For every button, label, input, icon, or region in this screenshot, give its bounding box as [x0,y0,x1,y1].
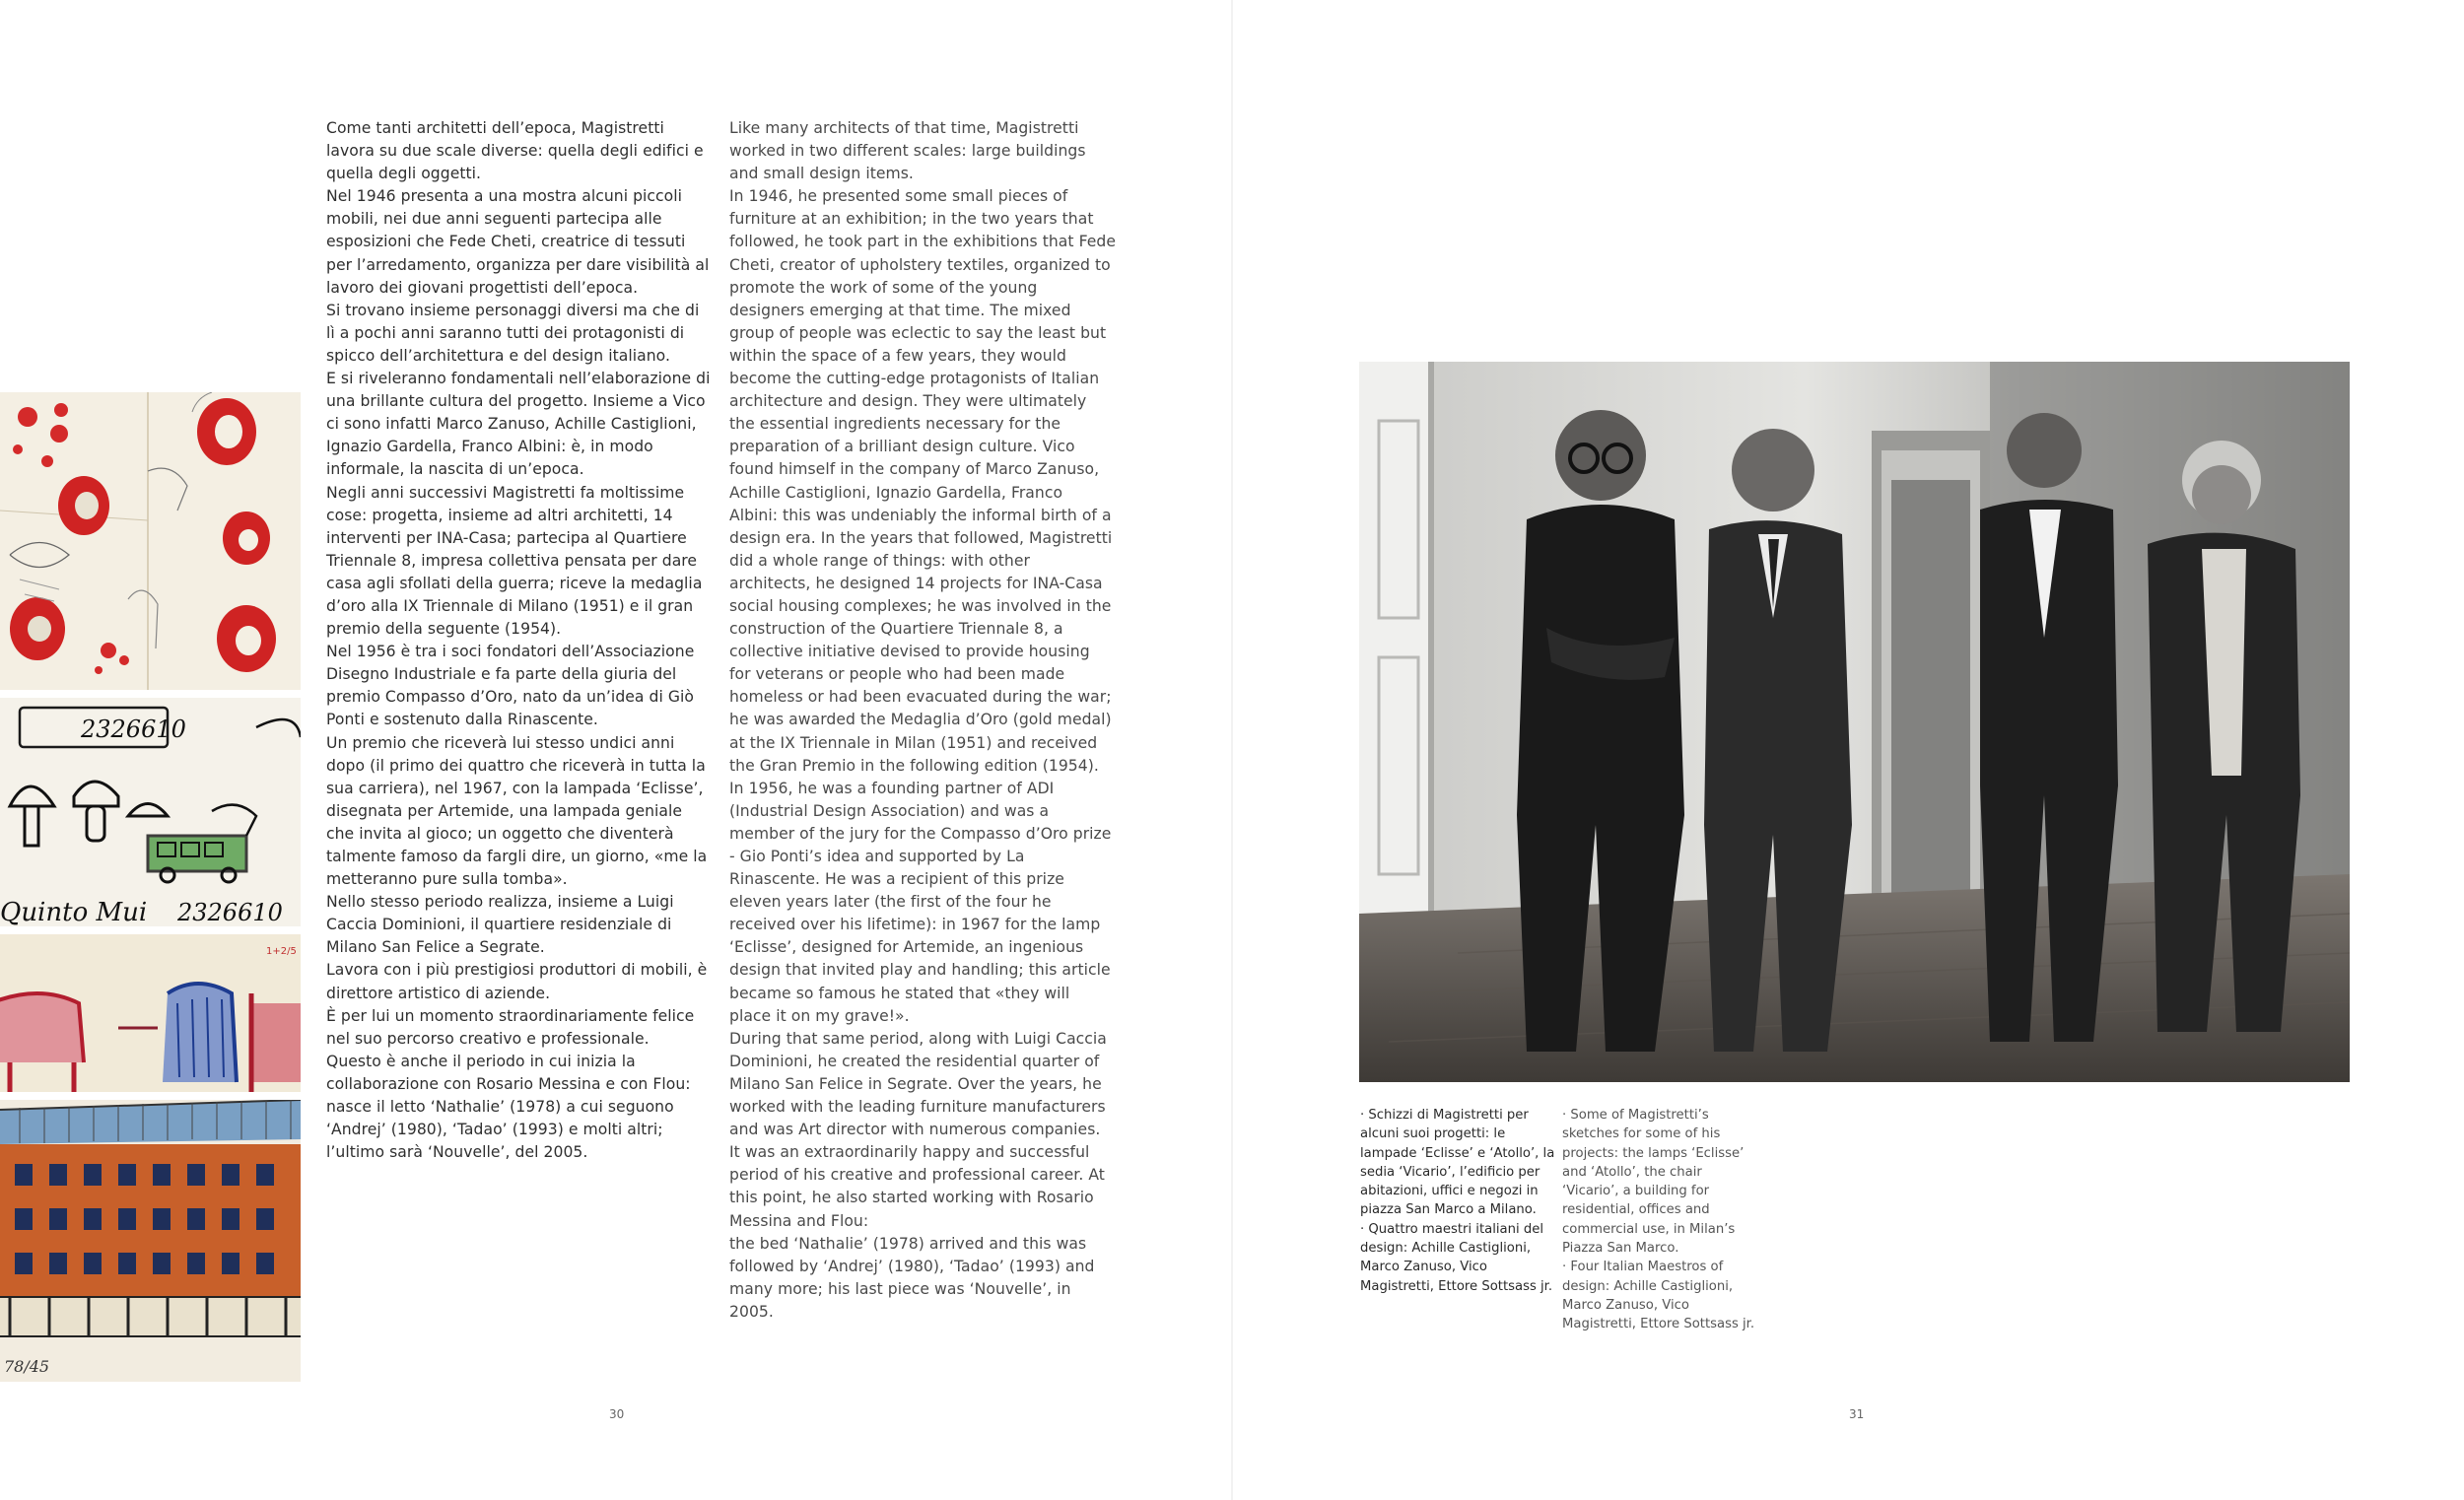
en-paragraph: Like many architects of that time, Magistretti worked in two different scales: large buildings and small design items. [729,119,1086,183]
page-number-left: 30 [609,1407,625,1421]
en-paragraph: the bed ‘Nathalie’ (1978) arrived and this was followed by ‘Andrej’ (1980), ‘Tadao’ (1993) and many more; his last piece was ‘Nouvelle’, in 2005. [729,1234,1095,1321]
sketch-bottom-note: 78/45 [4,1357,50,1376]
caption-english [1562,1106,1759,1334]
atollo-lamp-sketch [0,698,301,926]
sketch-phone-number-2: 2326610 [177,899,283,926]
it-paragraph: Negli anni successivi Magistretti fa moltissime cose: progetta, insieme ad altri architetti, 14 interventi per INA-Casa; partecipa al Quartiere Triennale 8, impresa collettiva pensata per dare casa agli sfollati della guerra; riceve la medaglia d’oro alla IX Triennale di Milano (1951) e il gran premio della seguente (1954). [326,483,703,639]
en-paragraph: In 1946, he presented some small pieces of furniture at an exhibition; in the two years that followed, he took part in the exhibitions that Fede Cheti, creator of upholstery textiles, organized to promote the work of some of the young designers emerging at that time. The mixed group of people was eclectic to say the least but within the space of a few years, they would become the cutting-edge protagonists of Italian architecture and design. They were ultimately the essential ingredients necessary for the preparation of a brilliant design culture. Vico found himself in the company of Marco Zanuso, Achille Castiglioni, Ignazio Gardella, Franco Albini: this was undeniably the informal birth of a design era. In the years that followed, Magistretti did a whole range of things: with other architects, he designed 14 projects for INA-Casa social housing complexes; he was involved in the construction of the Quartiere Triennale 8, a collective initiative devised to provide housing for veterans or people who had been made homeless or had been evacuated during the war; he was awarded the Medaglia d’Oro (gold medal) at the IX Triennale in Milan (1951) and received the Gran Premio in the following edition (1954). In 1956, he was a founding partner of ADI (Industrial Design Association) and was a member of the jury for the Compasso d’Oro prize - Gio Ponti’s idea and supported by La Rinascente. He was a recipient of this prize eleven years later (the first of the four he received over his lifetime): in 1967 for the lamp ‘Eclisse’, designed for Artemide, an ingenious design that invited play and handling; this article became so famous he stated that «they will place it on my grave!». [729,187,1116,1025]
sketch-phone-number-1: 2326610 [81,716,186,743]
san-marco-building-sketch [0,1100,301,1382]
caption-en-maestros: · Four Italian Maestros of design: Achille Castiglioni, Marco Zanuso, Vico Magistretti, Ettore Sottsass jr. [1562,1260,1755,1332]
sketch-handwriting: Quinto Mui [0,898,148,926]
sketch-corner-note: 1+2/5 [266,946,297,957]
it-paragraph: Nel 1946 presenta a una mostra alcuni piccoli mobili, nei due anni seguenti partecipa alle esposizioni che Fede Cheti, creatrice di tessuti per l’arredamento, organizza per dare visibilità al lavoro dei giovani progettisti dell’epoca. [326,187,710,297]
it-paragraph: Nel 1956 è tra i soci fondatori dell’Associazione Disegno Industriale e fa parte della giuria del premio Compasso d’Oro, nato da un’idea di Giò Ponti e sostenuto dalla Rinascente. [326,643,695,729]
it-paragraph: Nello stesso periodo realizza, insieme a Luigi Caccia Dominioni, il quartiere residenziale di Milano San Felice a Segrate. [326,893,674,957]
it-paragraph: Un premio che riceverà lui stesso undici anni dopo (il primo dei quattro che riceverà in tutta la sua carriera), nel 1967, con la lampada ‘Eclisse’, disegnata per Artemide, una lampada geniale che invita al gioco; un oggetto che diventerà talmente famoso da fargli dire, un giorno, «me la metteranno pure sulla tomba». [326,733,708,889]
center-gutter [1231,0,1233,1500]
italian-body-text [326,117,711,1164]
it-paragraph: Come tanti architetti dell’epoca, Magistretti lavora su due scale diverse: quella degli edifici e quella degli oggetti. [326,119,704,183]
four-design-maestros-photo [1359,362,2350,1082]
vicario-chair-sketch [0,934,301,1092]
it-paragraph: E si riveleranno fondamentali nell’elaborazione di una brillante cultura del progetto. Insieme a Vico ci sono infatti Marco Zanuso, Achille Castiglioni, Ignazio Gardella, Franco Albini: è, in modo informale, la nascita di un’epoca. [326,370,711,479]
it-paragraph: Si trovano insieme personaggi diversi ma che di lì a pochi anni saranno tutti dei protagonisti di spicco dell’architettura e del design italiano. [326,301,700,365]
caption-italian [1360,1106,1557,1296]
page-number-right: 31 [1849,1407,1865,1421]
caption-en-sketches: · Some of Magistretti’s sketches for some of his projects: the lamps ‘Eclisse’ and ‘Atollo’, the chair ‘Vicario’, a building for residential, offices and commercial use, in Milan’s Piazza San Marco. [1562,1108,1745,1257]
it-paragraph: Lavora con i più prestigiosi produttori di mobili, è direttore artistico di aziende. [326,961,708,1002]
it-paragraph: Questo è anche il periodo in cui inizia la collaborazione con Rosario Messina e con Flou: nasce il letto ‘Nathalie’ (1978) a cui seguono ‘Andrej’ (1980), ‘Tadao’ (1993) e molti altri; l’ultimo sarà ‘Nouvelle’, del 2005. [326,1052,691,1162]
english-body-text [729,117,1116,1324]
caption-it-sketches: · Schizzi di Magistretti per alcuni suoi progetti: le lampade ‘Eclisse’ e ‘Atollo’, la sedia ‘Vicario’, l’edificio per abitazioni, uffici e negozi in piazza San Marco a Milano. [1360,1108,1555,1218]
eclisse-lamp-sketch [0,392,301,690]
caption-it-maestros: · Quattro maestri italiani del design: Achille Castiglioni, Marco Zanuso, Vico Magistretti, Ettore Sottsass jr. [1360,1221,1553,1294]
it-paragraph: È per lui un momento straordinariamente felice nel suo percorso creativo e professionale. [326,1006,695,1048]
en-paragraph: During that same period, along with Luigi Caccia Dominioni, he created the residential quarter of Milano San Felice in Segrate. Over the years, he worked with the leading furniture manufacturers and was Art director with numerous companies. It was an extraordinarily happy and successful period of his creative and professional career. At this point, he also started working with Rosario Messina and Flou: [729,1029,1107,1230]
